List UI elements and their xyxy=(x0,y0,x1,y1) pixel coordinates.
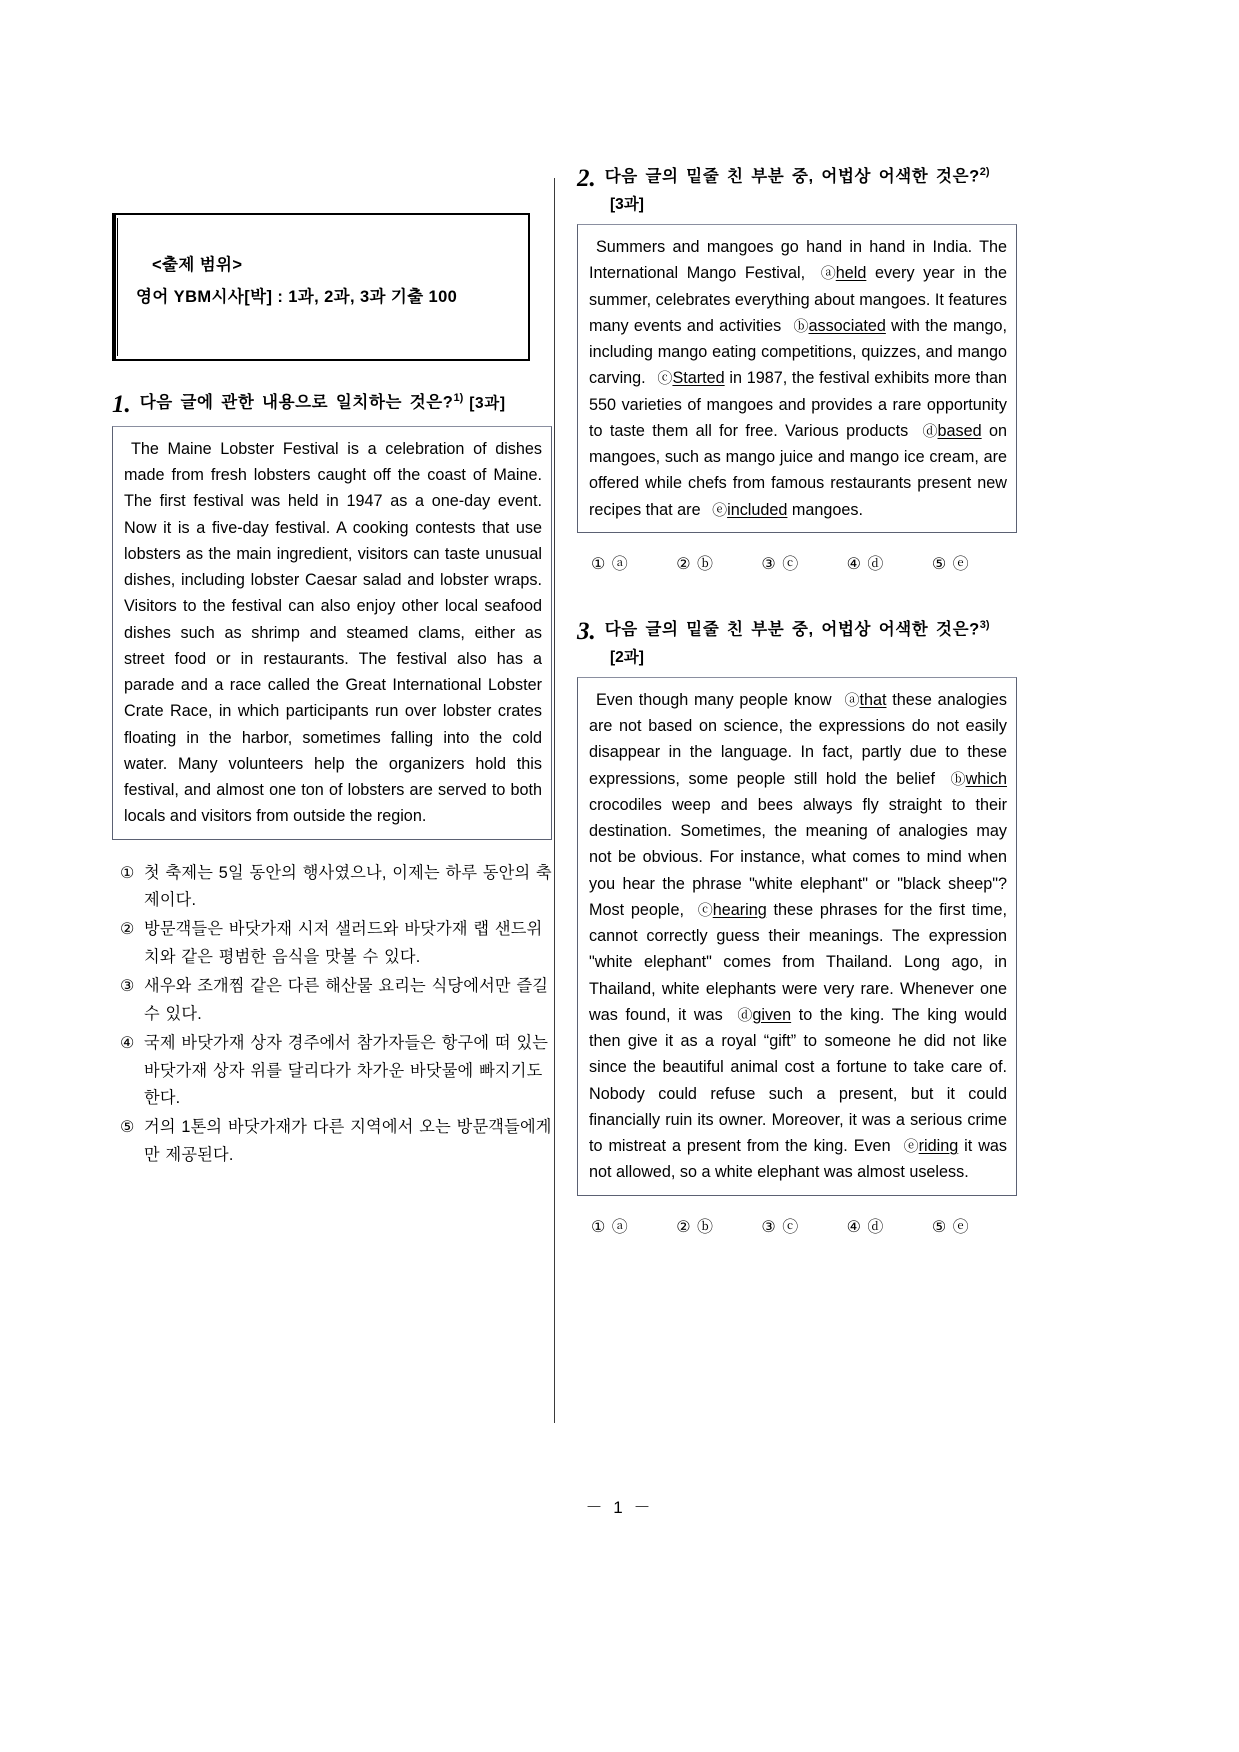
underlined-word: included xyxy=(727,500,788,519)
underlined-word: based xyxy=(937,421,982,440)
underlined-choice-ⓐ xyxy=(814,264,867,282)
question-2-passage-text: Summers and mangoes go hand in hand in India. The International Mango Festival, ⓐheld every year in the summer, celebrates everything about mangoes. It features many events and activities ⓑassociated with the mango, including mango eating competitions, quizzes, and mango carving. ⓒStarted in 1987, the festival exhibits more than 550 varieties of mangoes and provides a rare opportunity to taste them all for free. Various products ⓓbased on mangoes, such as mango juice and mango ice cream, are offered while chefs from famous restaurants present new recipes that are ⓔincluded mangoes. xyxy=(589,234,1007,523)
circled-letter: ⓒ xyxy=(697,901,713,919)
choice-option[interactable]: ⑤ ⓔ xyxy=(931,555,970,573)
question-1-passage xyxy=(112,426,552,840)
question-2-passage xyxy=(577,224,1017,533)
question-2-number: 2. xyxy=(577,165,596,192)
circled-letter: ⓑ xyxy=(793,317,809,335)
question-3-unit: [2과] xyxy=(610,648,644,666)
underlined-word: that xyxy=(859,690,887,709)
underlined-word: associated xyxy=(808,316,886,335)
underlined-word: Started xyxy=(672,369,725,388)
question-3-passage-text: Even though many people know ⓐthat these analogies are not based on science, the expressions do not easily disappear in the language. In fact, partly due to these expressions, some people still hold the belief ⓑwhich crocodiles weep and bees always fly straight to their destination. Sometimes, the meaning of analogies may not be obvious. For instance, what comes to mind when you hear the phrase "white elephant" or "black sheep"? Most people, ⓒhearing these phrases for the first time, cannot correctly guess their meanings. The expression "white elephant" comes from Thailand. Long ago, in Thailand, white elephants were very rare. Whenever one was found, it was ⓓgiven to the king. The king would then give it as a royal “gift” to someone he did not like since the beautiful animal cost a fortune to take care of. Nobody could refuse such a present, but it could financially ruin its owner. Moreover, it was a serious crime to mistreat a present from the king. Even ⓔriding it was not allowed, so a white elephant was almost useless. xyxy=(589,690,1007,1182)
question-3-footnote: 3) xyxy=(979,618,990,631)
choice-text: 방문객들은 바닷가재 시저 샐러드와 바닷가재 랩 샌드위치와 같은 평범한 음식을 맛볼 수 있다. xyxy=(144,920,543,967)
underlined-choice-ⓒ xyxy=(650,369,724,387)
question-1-title-wrap xyxy=(140,391,506,415)
choice-option[interactable] xyxy=(112,973,552,1029)
choice-number: ③ xyxy=(120,977,135,995)
underlined-word: hearing xyxy=(712,900,767,919)
circled-letter: ⓑ xyxy=(950,770,966,788)
question-2-choices xyxy=(577,551,1017,574)
question-2-heading xyxy=(577,165,1017,190)
circled-letter: ⓒ xyxy=(657,370,673,388)
choice-option[interactable]: ① ⓐ xyxy=(591,1218,629,1236)
question-3-heading xyxy=(577,618,1017,643)
question-1-passage-text: The Maine Lobster Festival is a celebration of dishes made from fresh lobsters caught off the coast of Maine. The first festival was held in 1947 as a one-day event. Now it is a five-day festival. A cooking contests that use lobsters as the main ingredient, visitors can taste unusual dishes, including lobster Caesar salad and lobster wraps. Visitors to the festival can also enjoy other local seafood dishes such as shrimp and steamed clams, either as street food or in restaurants. The festival also has a parade and a race called the Great International Lobster Crate Race, in which participants run over lobster crates floating in the harbor, sometimes falling into the cold water. Many volunteers help the organizers hold this festival, and almost one ton of lobsters are served to both locals and visitors from outside the region. xyxy=(124,440,542,826)
question-3-number: 3. xyxy=(577,617,596,645)
question-3 xyxy=(577,618,1017,1237)
question-1-prompt: 다음 글에 관한 내용으로 일치하는 것은? xyxy=(139,393,454,412)
choice-text: 거의 1톤의 바닷가재가 다른 지역에서 오는 방문객들에게만 제공된다. xyxy=(144,1118,552,1165)
choice-text: 첫 축제는 5일 동안의 행사였으나, 이제는 하루 동안의 축제이다. xyxy=(144,863,552,910)
underlined-choice-ⓔ xyxy=(705,501,787,519)
choice-option[interactable] xyxy=(112,860,552,916)
question-1-footnote: 1) xyxy=(453,392,464,404)
choice-text: 새우와 조개찜 같은 다른 해산물 요리는 식당에서만 즐길 수 있다. xyxy=(144,976,549,1023)
question-2-prompt: 다음 글의 밑줄 친 부분 중, 어법상 어색한 것은? xyxy=(604,167,980,186)
question-3-choices xyxy=(577,1214,1017,1237)
page-columns xyxy=(112,165,1128,1465)
left-column xyxy=(112,165,552,1171)
question-2-footnote: 2) xyxy=(979,166,990,178)
question-2-title-wrap xyxy=(605,165,990,189)
underlined-word: held xyxy=(835,264,867,283)
circled-letter: ⓔ xyxy=(712,501,728,519)
question-3-title-wrap xyxy=(605,618,990,642)
underlined-word: which xyxy=(965,769,1007,788)
circled-letter: ⓓ xyxy=(737,1006,753,1024)
underlined-choice-ⓒ xyxy=(691,901,767,919)
question-1 xyxy=(112,391,552,1170)
circled-letter: ⓐ xyxy=(844,691,860,709)
choice-option[interactable] xyxy=(112,1030,552,1114)
question-3-passage xyxy=(577,677,1017,1196)
underlined-choice-ⓑ xyxy=(944,770,1007,788)
underlined-word: given xyxy=(752,1005,792,1024)
choice-option[interactable]: ③ ⓒ xyxy=(761,1218,800,1236)
choice-option[interactable]: ④ ⓓ xyxy=(846,1218,885,1236)
underlined-choice-ⓐ xyxy=(837,691,886,709)
scope-title: <출제 범위> xyxy=(152,256,243,274)
choice-number: ① xyxy=(120,864,135,882)
choice-number: ⑤ xyxy=(120,1119,135,1137)
choice-option[interactable]: ② ⓑ xyxy=(676,555,714,573)
underlined-word: riding xyxy=(918,1137,959,1156)
circled-letter: ⓔ xyxy=(903,1138,919,1156)
choice-text: 국제 바닷가재 상자 경주에서 참가자들은 항구에 떠 있는 바닷가재 상자 위를 달리다가 차가운 바닷물에 빠지기도 한다. xyxy=(144,1033,549,1108)
choice-option[interactable]: ① ⓐ xyxy=(591,555,629,573)
choice-option[interactable]: ② ⓑ xyxy=(676,1218,714,1236)
question-2-unit: [3과] xyxy=(610,196,644,213)
question-1-choices xyxy=(112,860,552,1170)
choice-option[interactable]: ④ ⓓ xyxy=(846,555,885,573)
choice-number: ④ xyxy=(120,1034,135,1052)
underlined-choice-ⓓ xyxy=(916,422,982,440)
right-column xyxy=(577,165,1017,1237)
choice-number: ② xyxy=(120,921,135,939)
choice-option[interactable] xyxy=(112,1114,552,1170)
exam-scope-box xyxy=(112,213,530,361)
choice-option[interactable]: ③ ⓒ xyxy=(761,555,800,573)
question-3-prompt: 다음 글의 밑줄 친 부분 중, 어법상 어색한 것은? xyxy=(604,620,980,639)
question-2 xyxy=(577,165,1017,574)
question-1-unit: [3과] xyxy=(469,394,506,412)
choice-option[interactable] xyxy=(112,916,552,972)
underlined-choice-ⓓ xyxy=(730,1006,791,1024)
underlined-choice-ⓑ xyxy=(786,317,885,335)
page-number: － 1 － xyxy=(585,1498,654,1517)
circled-letter: ⓓ xyxy=(922,422,938,440)
scope-range-line: 영어 YBM시사[박] : 1과, 2과, 3과 기출 100 xyxy=(136,288,458,307)
question-1-number: 1. xyxy=(112,391,131,418)
circled-letter: ⓐ xyxy=(820,265,836,283)
question-1-heading xyxy=(112,391,552,416)
choice-option[interactable]: ⑤ ⓔ xyxy=(931,1218,970,1236)
underlined-choice-ⓔ xyxy=(897,1137,959,1155)
